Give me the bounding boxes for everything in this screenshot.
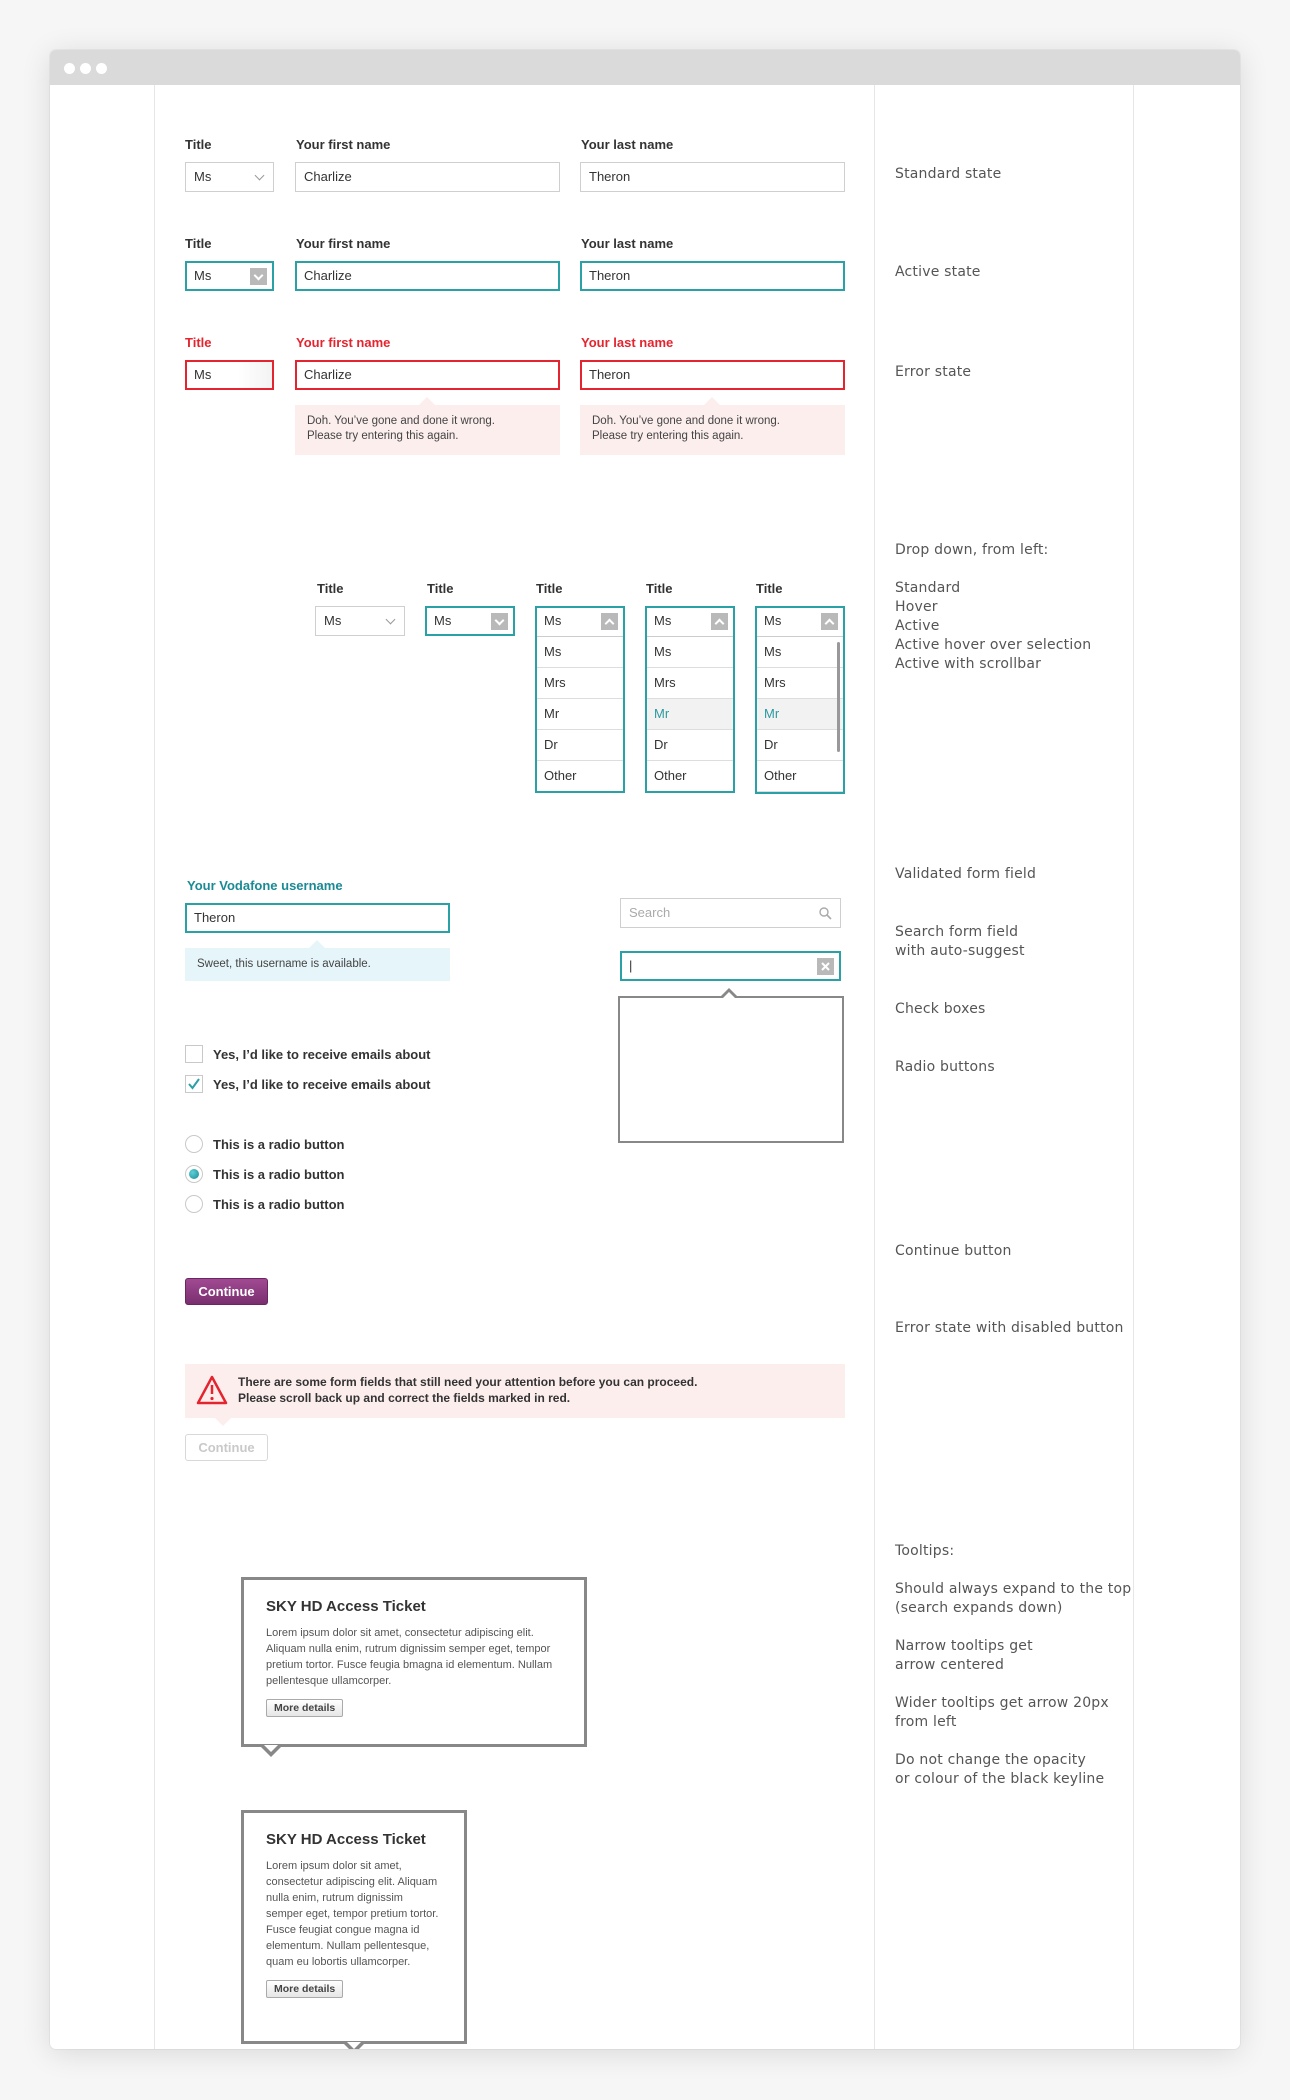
dropdown-option[interactable]: Dr <box>757 730 843 761</box>
clear-icon[interactable] <box>817 958 834 975</box>
more-details-button[interactable]: More details <box>266 1699 343 1717</box>
dropdown-label: Title <box>317 581 344 596</box>
dropdown-option[interactable]: Mrs <box>757 668 843 699</box>
note-search-line2: with auto-suggest <box>895 943 1025 959</box>
error-arrow <box>704 397 720 405</box>
title-select-value: Ms <box>194 169 212 184</box>
chevron-up-icon <box>601 613 618 630</box>
first-name-label: Your first name <box>296 236 391 251</box>
note-active: Active state <box>895 264 981 280</box>
note-dropdown-title: Drop down, from left: <box>895 542 1049 558</box>
last-name-error-message <box>580 405 845 455</box>
note-tooltips-line: Wider tooltips get arrow 20px <box>895 1695 1109 1711</box>
username-success-message <box>185 948 450 981</box>
success-message-text: Sweet, this username is available. <box>197 958 371 970</box>
dropdown-option[interactable]: Other <box>544 768 577 783</box>
dropdown-active-hover[interactable] <box>645 606 735 793</box>
note-tooltips-line: (search expands down) <box>895 1600 1063 1616</box>
continue-button-disabled: Continue <box>185 1434 268 1461</box>
chevron-up-icon <box>821 613 838 630</box>
dropdown-option[interactable]: Ms <box>647 637 733 668</box>
title-label: Title <box>185 236 212 251</box>
autosuggest-arrow-inner <box>722 992 736 999</box>
tooltip-wide <box>241 1577 587 1747</box>
note-radios: Radio buttons <box>895 1059 995 1075</box>
chevron-down-icon <box>250 268 267 285</box>
dropdown-option[interactable]: Ms <box>537 637 623 668</box>
last-name-input-active[interactable]: Theron <box>580 261 845 291</box>
note-dropdown-item: Standard <box>895 580 961 596</box>
title-select[interactable] <box>185 162 274 192</box>
note-checkboxes: Check boxes <box>895 1001 986 1017</box>
dropdown-standard[interactable] <box>315 606 405 636</box>
title-label-error: Title <box>185 335 212 350</box>
note-search-line1: Search form field <box>895 924 1019 940</box>
first-name-error-message <box>295 405 560 455</box>
dropdown-option-selected[interactable]: Mr <box>647 699 733 730</box>
dropdown-hover[interactable] <box>425 606 515 636</box>
username-label: Your Vodafone username <box>187 878 343 893</box>
note-error-disabled: Error state with disabled button <box>895 1320 1124 1336</box>
dropdown-label: Title <box>756 581 783 596</box>
dropdown-option[interactable]: Mrs <box>537 668 623 699</box>
scrollbar-thumb[interactable] <box>837 642 840 752</box>
first-name-label-error: Your first name <box>296 335 391 350</box>
note-validated: Validated form field <box>895 866 1037 882</box>
note-tooltips-line: from left <box>895 1714 957 1730</box>
note-error: Error state <box>895 364 972 380</box>
tooltip-body: Lorem ipsum dolor sit amet, consectetur adipiscing elit. Aliquam nulla enim, rutrum dignissim semper eget, tempor pretium tortor. Fusce feugia bmagna id elementum. Nullam pellentesque ullamcorper. <box>266 1627 553 1687</box>
warning-icon <box>196 1375 228 1405</box>
radio-label: This is a radio button <box>213 1137 345 1152</box>
dropdown-label: Title <box>646 581 673 596</box>
search-cursor: | <box>629 958 633 973</box>
email-checkbox[interactable] <box>185 1045 203 1063</box>
note-continue: Continue button <box>895 1243 1012 1259</box>
window-dot-icon[interactable] <box>64 63 75 74</box>
note-dropdown <box>895 541 1091 674</box>
last-name-label: Your last name <box>581 137 674 152</box>
note-standard: Standard state <box>895 166 1002 182</box>
tooltip-arrow-inner <box>347 2042 361 2049</box>
alert-line2: Please scroll back up and correct the fields marked in red. <box>238 1391 571 1405</box>
last-name-input-error[interactable]: Theron <box>580 360 845 390</box>
dropdown-value: Ms <box>654 613 672 628</box>
autosuggest-panel[interactable] <box>618 996 844 1143</box>
checkmark-icon <box>187 1077 201 1091</box>
alert-text <box>238 1374 697 1406</box>
error-message-line1: Doh. You’ve gone and done it wrong. <box>592 415 780 427</box>
window-dot-icon[interactable] <box>96 63 107 74</box>
chevron-up-icon <box>711 613 728 630</box>
username-input[interactable]: Theron <box>185 903 450 933</box>
title-select-value: Ms <box>194 268 212 283</box>
alert-line1: There are some form fields that still need your attention before you can proceed. <box>238 1375 698 1389</box>
chevron-down-icon <box>386 615 396 625</box>
tooltip-body: Lorem ipsum dolor sit amet, consectetur adipiscing elit. Aliquam nulla enim, rutrum dignissim semper eget, tempor pretium tortor. Fusce feugiat congue magna id elementum. Nullam pellentesque, quam eu lobortis ullamcorper. <box>266 1860 439 1968</box>
radio-dot <box>189 1169 199 1179</box>
search-placeholder: Search <box>629 905 671 920</box>
search-input-active[interactable] <box>620 951 841 981</box>
window-titlebar <box>50 50 1240 85</box>
dropdown-value: Ms <box>544 613 562 628</box>
error-message-line2: Please try entering this again. <box>307 430 459 442</box>
dropdown-option[interactable]: Other <box>654 768 687 783</box>
dropdown-active[interactable] <box>535 606 625 793</box>
dropdown-option[interactable]: Dr <box>537 730 623 761</box>
tooltip-narrow <box>241 1810 467 2044</box>
page-content <box>50 85 1240 2049</box>
title-select-active[interactable] <box>185 261 274 291</box>
dropdown-option[interactable]: Mrs <box>647 668 733 699</box>
tooltip-arrow-inner <box>264 1745 278 1752</box>
dropdown-option[interactable]: Other <box>757 761 843 792</box>
dropdown-option[interactable]: Ms <box>757 637 843 668</box>
note-tooltips-line: Narrow tooltips get <box>895 1638 1033 1654</box>
dropdown-value: Ms <box>324 613 342 628</box>
radio-button[interactable] <box>185 1195 203 1213</box>
email-checkbox-label: Yes, I’d like to receive emails about <box>213 1047 431 1062</box>
search-input[interactable] <box>620 898 841 928</box>
error-message-line2: Please try entering this again. <box>592 430 744 442</box>
radio-button-selected[interactable] <box>185 1165 203 1183</box>
email-checkbox-checked[interactable] <box>185 1075 203 1093</box>
last-name-label: Your last name <box>581 236 674 251</box>
dropdown-value: Ms <box>434 613 452 628</box>
window-dot-icon[interactable] <box>80 63 91 74</box>
first-name-input-error[interactable]: Charlize <box>295 360 560 390</box>
note-tooltips <box>895 1542 1131 1789</box>
first-name-input[interactable]: Charlize <box>295 162 560 192</box>
note-tooltips-line: arrow centered <box>895 1657 1005 1673</box>
note-tooltips-title: Tooltips: <box>895 1543 955 1559</box>
success-arrow <box>309 940 325 948</box>
dropdown-option-selected[interactable]: Mr <box>757 699 843 730</box>
error-arrow <box>419 397 435 405</box>
radio-button[interactable] <box>185 1135 203 1153</box>
dropdown-label: Title <box>427 581 454 596</box>
tooltip-title: SKY HD Access Ticket <box>266 1831 426 1848</box>
email-checkbox-label: Yes, I’d like to receive emails about <box>213 1077 431 1092</box>
title-select-value: Ms <box>194 367 212 382</box>
search-icon <box>819 907 832 920</box>
radio-label: This is a radio button <box>213 1167 345 1182</box>
dropdown-label: Title <box>536 581 563 596</box>
more-details-button[interactable]: More details <box>266 1980 343 1998</box>
note-dropdown-item: Hover <box>895 599 938 615</box>
chevron-down-icon <box>491 613 508 630</box>
dropdown-option[interactable]: Dr <box>647 730 733 761</box>
tooltip-title: SKY HD Access Ticket <box>266 1598 426 1615</box>
note-tooltips-line: Should always expand to the top <box>895 1581 1132 1597</box>
column-divider <box>154 85 155 2049</box>
note-dropdown-item: Active with scrollbar <box>895 656 1042 672</box>
first-name-label: Your first name <box>296 137 391 152</box>
dropdown-head[interactable] <box>757 608 843 637</box>
note-dropdown-item: Active hover over selection <box>895 637 1092 653</box>
chevron-down-icon <box>255 171 265 181</box>
note-dropdown-item: Active <box>895 618 940 634</box>
radio-label: This is a radio button <box>213 1197 345 1212</box>
column-divider <box>874 85 875 2049</box>
dropdown-value: Ms <box>764 613 782 628</box>
error-message-line1: Doh. You’ve gone and done it wrong. <box>307 415 495 427</box>
form-error-alert <box>185 1364 845 1418</box>
alert-arrow <box>215 1418 231 1426</box>
note-search <box>895 923 1025 961</box>
first-name-input-active[interactable]: Charlize <box>295 261 560 291</box>
dropdown-active-scrollbar[interactable] <box>755 606 845 794</box>
last-name-input[interactable]: Theron <box>580 162 845 192</box>
continue-button[interactable]: Continue <box>185 1278 268 1305</box>
last-name-label-error: Your last name <box>581 335 674 350</box>
dropdown-head[interactable] <box>537 608 623 637</box>
dropdown-head[interactable] <box>647 608 733 637</box>
browser-window <box>50 50 1240 2049</box>
title-label: Title <box>185 137 212 152</box>
dropdown-option[interactable]: Mr <box>537 699 623 730</box>
note-tooltips-line: or colour of the black keyline <box>895 1771 1105 1787</box>
note-tooltips-line: Do not change the opacity <box>895 1752 1086 1768</box>
title-select-error[interactable] <box>185 360 274 390</box>
column-divider <box>1133 85 1134 2049</box>
